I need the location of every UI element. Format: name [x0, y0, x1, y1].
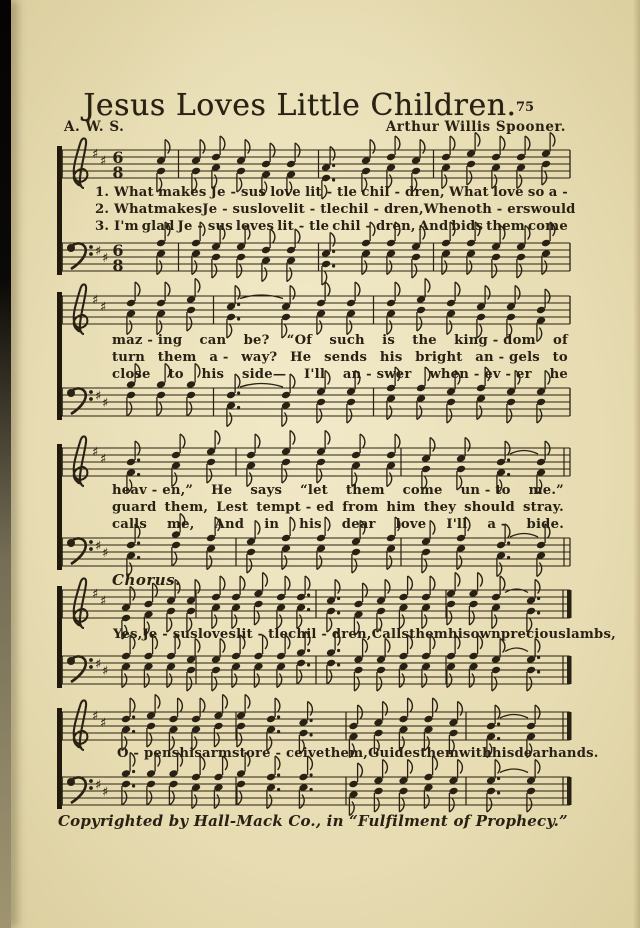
- svg-text:♯: ♯: [95, 389, 102, 404]
- lyric-word: his: [447, 627, 471, 642]
- lyrics-block: [112, 333, 568, 384]
- lyric-word: love: [270, 185, 301, 200]
- lyric-word: me.”: [528, 483, 564, 498]
- lyric-word: loves: [197, 627, 237, 642]
- lyric-word: 3. I'm: [95, 219, 139, 234]
- lyric-word: Lest: [216, 500, 249, 515]
- lyric-word: me,: [167, 517, 195, 532]
- lyric-word: come: [402, 483, 443, 498]
- lyric-word: he: [549, 367, 568, 382]
- lyric-word: way?: [241, 350, 278, 365]
- lyric-word: is: [382, 333, 395, 348]
- lyric-word: dear: [341, 517, 376, 532]
- lyric-line: [112, 333, 568, 350]
- svg-text:♯: ♯: [92, 293, 99, 308]
- lyric-word: would: [530, 202, 576, 217]
- lyric-word: 2. What: [95, 202, 154, 217]
- lyric-word: them: [420, 746, 460, 761]
- author-initials: A. W. S.: [64, 119, 125, 135]
- svg-text:♯: ♯: [95, 778, 102, 793]
- lyric-word: to: [552, 350, 568, 365]
- lyric-word: bids: [451, 219, 484, 234]
- lyric-word: lit - tle: [288, 202, 341, 217]
- svg-text:♯: ♯: [102, 396, 109, 411]
- lyric-word: hands.: [548, 746, 599, 761]
- lyric-word: bright: [415, 350, 463, 365]
- lyric-word: “Of: [286, 333, 313, 348]
- svg-text:♯: ♯: [95, 539, 102, 554]
- lyric-word: a -: [487, 517, 507, 532]
- lyric-word: Yes,: [113, 627, 143, 642]
- svg-text:8: 8: [112, 163, 124, 182]
- lyric-word: maz - ing: [112, 333, 183, 348]
- lyric-word: them: [345, 483, 385, 498]
- svg-text:♯: ♯: [100, 300, 107, 315]
- lyric-word: O - pens: [117, 746, 180, 761]
- lyric-word: lambs,: [565, 627, 616, 642]
- lyric-line: [113, 627, 616, 644]
- lyric-word: come: [527, 219, 568, 234]
- lyric-word: an - gels: [475, 350, 540, 365]
- lyric-word: sends: [324, 350, 368, 365]
- lyric-word: guard: [112, 500, 157, 515]
- lyric-word: they: [423, 500, 457, 515]
- svg-text:6: 6: [112, 148, 124, 167]
- lyric-word: dear: [514, 746, 549, 761]
- lyric-word: chil - dren,: [332, 219, 416, 234]
- lyric-word: Calls: [371, 627, 410, 642]
- copyright-line: Copyrighted by Hall-Mack Co., in “Fulfilment of Prophecy.”: [58, 812, 568, 830]
- svg-text:♯: ♯: [92, 587, 99, 602]
- page-title: Jesus Loves Little Children.: [83, 88, 517, 123]
- lyric-word: the: [412, 333, 437, 348]
- lyric-word: from: [342, 500, 379, 515]
- lyric-word: chil - dren,: [340, 202, 424, 217]
- treble-clef-icon: [74, 700, 88, 750]
- lyric-word: Je - sus: [202, 202, 258, 217]
- lyric-word: so: [527, 185, 545, 200]
- lyrics-block: [95, 185, 576, 236]
- svg-text:♯: ♯: [100, 452, 107, 467]
- lyric-word: can: [199, 333, 227, 348]
- lyric-word: close: [112, 367, 151, 382]
- lyric-word: should: [464, 500, 515, 515]
- lyric-word: tempt - ed: [256, 500, 335, 515]
- lyric-word: him: [386, 500, 416, 515]
- svg-text:♯: ♯: [95, 244, 102, 259]
- lyric-word: of: [553, 333, 568, 348]
- lyric-word: king - dom: [454, 333, 536, 348]
- lyric-word: bide.: [526, 517, 564, 532]
- treble-clef-icon: [74, 284, 88, 334]
- lyric-word: them,: [324, 746, 369, 761]
- svg-text:♯: ♯: [100, 716, 107, 731]
- lyric-word: glad: [141, 219, 175, 234]
- lyrics-block: [112, 483, 564, 534]
- treble-clef-icon: [74, 138, 88, 188]
- lyric-word: his: [491, 746, 515, 761]
- lyrics-block: [117, 746, 599, 763]
- lyric-word: stray.: [522, 500, 564, 515]
- lyric-word: He: [211, 483, 233, 498]
- lyric-word: And: [214, 517, 245, 532]
- svg-text:♯: ♯: [92, 709, 99, 724]
- lyrics-block: [113, 627, 616, 644]
- svg-text:♯: ♯: [92, 445, 99, 460]
- svg-text:♯: ♯: [95, 657, 102, 672]
- composer-name: Arthur Willis Spooner.: [385, 119, 566, 135]
- lyric-line: [112, 517, 564, 534]
- lyric-word: an - swer: [342, 367, 412, 382]
- svg-text:♯: ♯: [102, 251, 109, 266]
- lyric-line: [95, 185, 568, 202]
- lyric-word: chil - dren,: [288, 627, 372, 642]
- lyric-word: arms: [202, 746, 240, 761]
- lyric-word: love: [493, 185, 524, 200]
- lyric-line: [95, 219, 568, 236]
- lyric-word: Je - sus: [210, 185, 266, 200]
- lyric-word: loves: [235, 219, 275, 234]
- lyric-word: them: [157, 350, 197, 365]
- svg-text:♯: ♯: [102, 785, 109, 800]
- chorus-label: Chorus.: [112, 571, 181, 589]
- lyric-word: makes: [153, 202, 203, 217]
- lyric-word: un - to: [460, 483, 511, 498]
- lyric-word: “let: [300, 483, 328, 498]
- lyric-word: says: [250, 483, 283, 498]
- svg-text:8: 8: [112, 256, 124, 275]
- lyric-word: And: [418, 219, 449, 234]
- page-edge-shadow: [633, 0, 640, 928]
- lyric-word: love: [395, 517, 427, 532]
- lyric-word: turn: [112, 350, 146, 365]
- lyric-word: Guides: [368, 746, 421, 761]
- lyric-word: I'll: [304, 367, 326, 382]
- lyric-word: When: [423, 202, 467, 217]
- lyric-line: [112, 483, 564, 500]
- book-gutter-shadow: [0, 0, 11, 928]
- svg-text:♯: ♯: [100, 154, 107, 169]
- lyric-word: oth - ers: [466, 202, 531, 217]
- lyric-word: He: [290, 350, 312, 365]
- lyric-word: I'll: [446, 517, 468, 532]
- lyric-word: his: [179, 746, 202, 761]
- lyric-word: a -: [209, 350, 229, 365]
- lyric-word: heav - en,”: [112, 483, 194, 498]
- lyric-word: side—: [241, 367, 287, 382]
- lyric-word: them: [486, 219, 525, 234]
- lyric-line: [112, 367, 568, 384]
- svg-text:♯: ♯: [102, 664, 109, 679]
- treble-clef-icon: [74, 578, 88, 628]
- lyric-word: a -: [548, 185, 568, 200]
- page-number: 75: [516, 100, 535, 115]
- lyric-word: with: [459, 746, 492, 761]
- svg-text:♯: ♯: [102, 546, 109, 561]
- lyric-word: Je - sus: [142, 627, 198, 642]
- lyric-word: 1. What: [95, 185, 154, 200]
- svg-text:6: 6: [112, 241, 124, 260]
- lyric-word: What: [448, 185, 489, 200]
- lyric-word: in: [264, 517, 280, 532]
- lyric-word: re - ceive: [254, 746, 325, 761]
- lyric-word: Je - sus: [177, 219, 233, 234]
- lyric-line: [95, 202, 576, 219]
- lyric-line: [117, 746, 599, 763]
- lyric-word: lit - tle: [305, 185, 358, 200]
- lyric-word: lit - tle: [277, 219, 330, 234]
- treble-clef-icon: [74, 436, 88, 486]
- lyric-word: be?: [243, 333, 270, 348]
- lyric-word: chil - dren,: [361, 185, 445, 200]
- lyric-word: his: [379, 350, 403, 365]
- lyric-word: lit - tle: [236, 627, 289, 642]
- lyric-line: [112, 500, 564, 517]
- lyric-word: own: [470, 627, 501, 642]
- lyric-word: to: [239, 746, 255, 761]
- lyric-word: calls: [112, 517, 148, 532]
- lyric-line: [112, 350, 568, 367]
- lyric-word: love: [257, 202, 289, 217]
- lyric-word: them: [409, 627, 448, 642]
- lyric-word: such: [329, 333, 365, 348]
- svg-text:♯: ♯: [92, 147, 99, 162]
- lyric-word: them,: [164, 500, 209, 515]
- lyric-word: makes: [158, 185, 207, 200]
- lyric-word: when - ev - er: [429, 367, 532, 382]
- lyric-word: to: [168, 367, 184, 382]
- svg-text:♯: ♯: [100, 594, 107, 609]
- lyric-word: his: [299, 517, 322, 532]
- lyric-word: his: [201, 367, 225, 382]
- lyric-word: precious: [500, 627, 566, 642]
